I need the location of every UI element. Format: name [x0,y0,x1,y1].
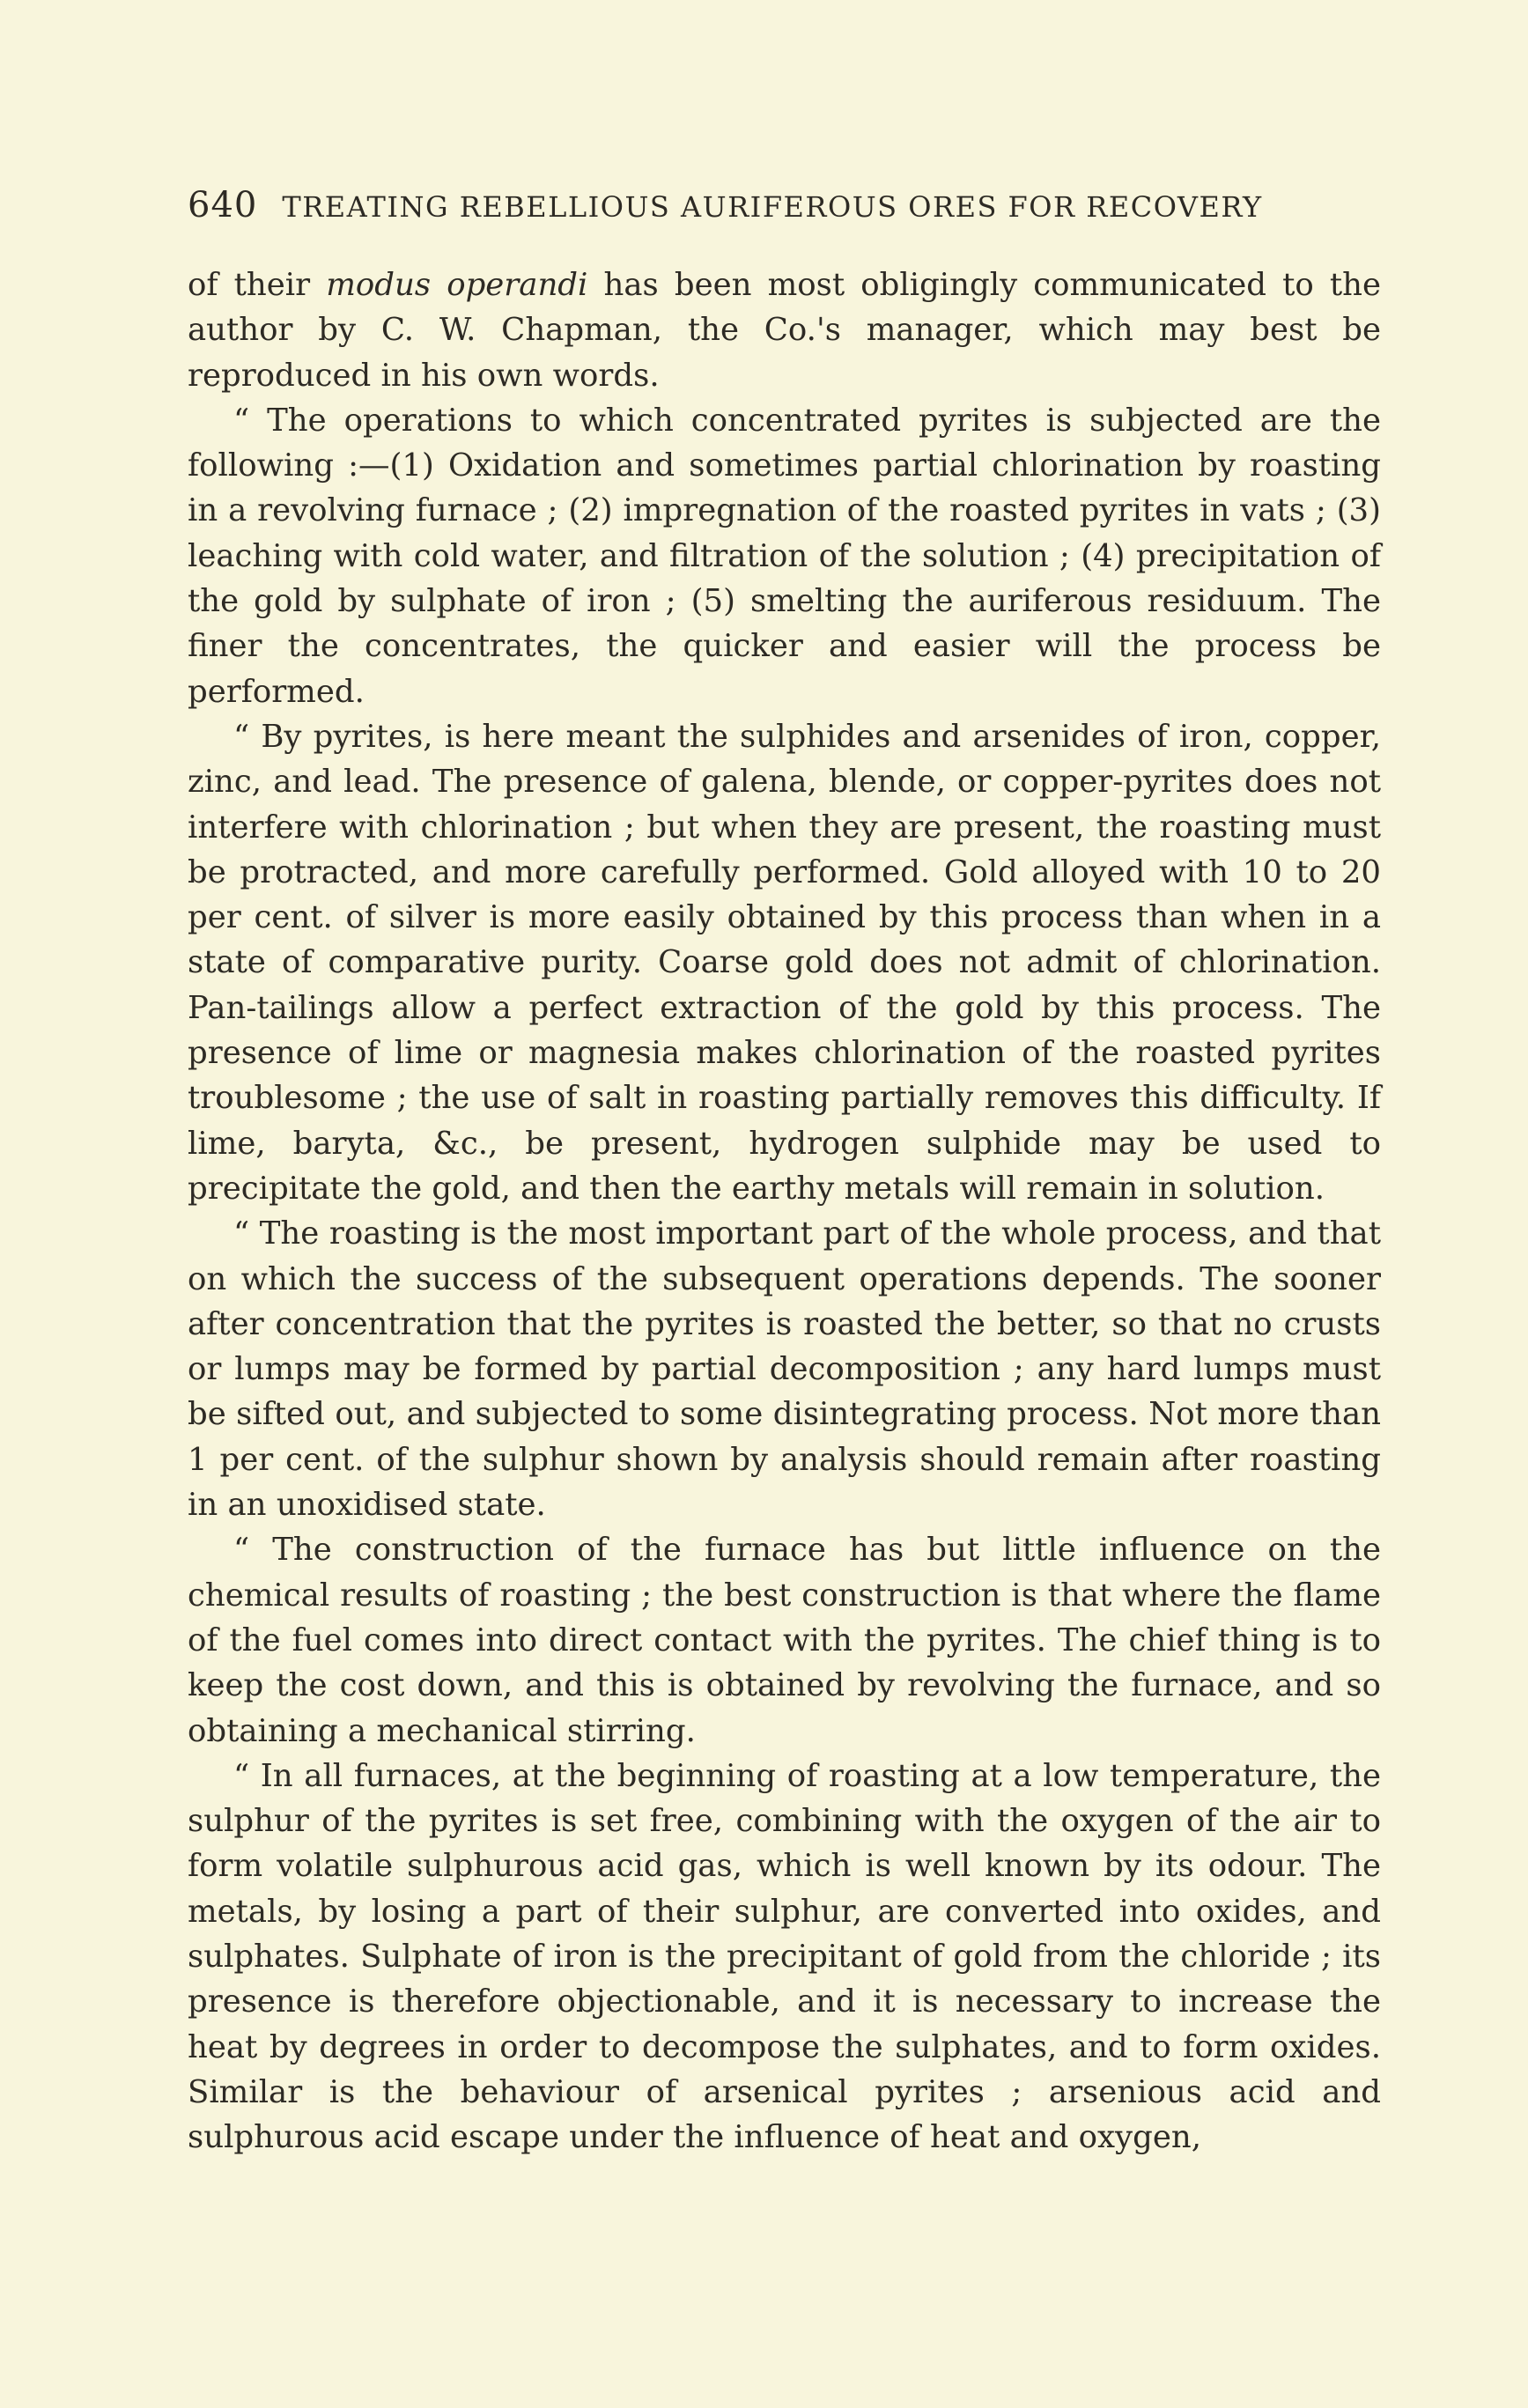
paragraph-5: “ The construction of the furnace has but little influence on the chemical results of roasting ; the best construction is that where the flame of the fuel comes into direct contact with the pyrites. The chief thing is to keep the cost down, and this is obtained by revolving the furnace, and so obtaining a mechanical stirring. [188,1532,1381,1749]
paragraph-6: “ In all furnaces, at the beginning of roasting at a low temperature, the sulphur of the pyrites is set free, combining with the oxygen of the air to form volatile sulphurous acid gas, which is well known by its odour. The metals, by losing a part of their sulphur, are converted into oxides, and sulphates. Sulphate of iron is the precipitant of gold from the chloride ; its presence is therefore objectionable, and it is necessary to increase the heat by degrees in order to decompose the sulphates, and to form oxides. Similar is the behaviour of arsenical pyrites ; arsenious acid and sulphurous acid escape under the influence of heat and oxygen, [188,1757,1381,2156]
paragraph-1-pre: of their [188,267,327,303]
italic-phrase: modus operandi [326,267,588,303]
book-page [188,185,1381,2160]
paragraph-2: “ The operations to which concentrated pyrites is subjected are the following :—(1) Oxidation and sometimes partial chlorination by roasting in a revolving furnace ; (2) impregnation of the roasted pyrites in vats ; (3) leaching with cold water, and filtration of the solution ; (4) precipitation of the gold by sulphate of iron ; (5) smelting the auriferous residuum. The finer the concentrates, the quicker and easier will the process be performed. [188,402,1381,710]
page-number: 640 [188,185,258,225]
paragraph-1 [188,262,1381,398]
running-header [188,185,1381,225]
running-title: TREATING REBELLIOUS AURIFEROUS ORES FOR RECOVERY [282,190,1263,224]
paragraph-3: “ By pyrites, is here meant the sulphides and arsenides of iron, copper, zinc, and lead. The presence of galena, blende, or copper-pyrites does not interfere with chlorination ; but when they are present, the roasting must be protracted, and more carefully performed. Gold alloyed with 10 to 20 per cent. of silver is more easily obtained by this process than when in a state of comparative purity. Coarse gold does not admit of chlorination. Pan-tailings allow a perfect extraction of the gold by this process. The presence of lime or magnesia makes chlorination of the roasted pyrites troublesome ; the use of salt in roasting partially removes this difficulty. If lime, baryta, &c., be present, hydrogen sulphide may be used to precipitate the gold, and then the earthy metals will remain in solution. [188,718,1381,1207]
paragraph-4: “ The roasting is the most important part of the whole process, and that on which the success of the subsequent operations depends. The sooner after concentration that the pyrites is roasted the better, so that no crusts or lumps may be formed by partial decomposition ; any hard lumps must be sifted out, and subjected to some disintegrating process. Not more than 1 per cent. of the sulphur shown by analysis should remain after roasting in an unoxidised state. [188,1215,1381,1524]
paragraph-1-post: has been most obligingly communicated to the author by C. W. Chapman, the Co.'s manager, which may best be reproduced in his own words. [188,267,1382,394]
